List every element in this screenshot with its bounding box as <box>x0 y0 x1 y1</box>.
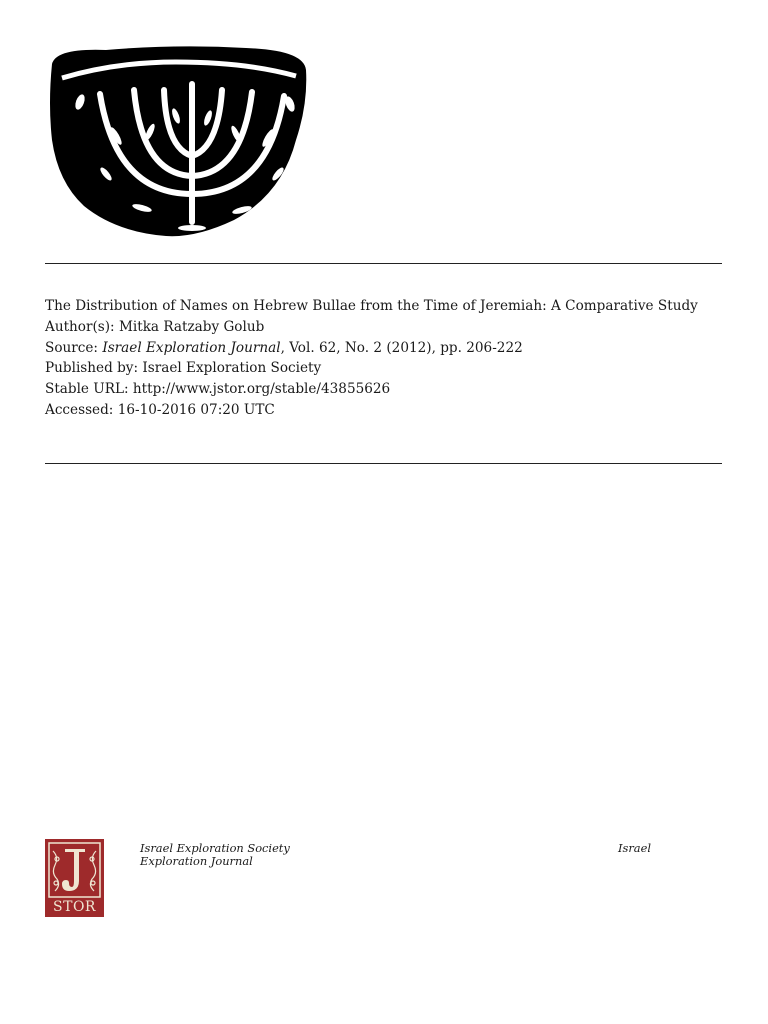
stable-url-label: Stable URL: <box>45 381 129 398</box>
stable-url-line <box>45 379 725 400</box>
authors-label: Author(s): <box>45 318 115 335</box>
source-label: Source: <box>45 339 98 356</box>
journal-logo-menorah-seal-icon <box>46 44 308 238</box>
footer-left-line1: Israel Exploration Society <box>140 841 290 855</box>
article-title: The Distribution of Names on Hebrew Bullae from the Time of Jeremiah: A Comparative Study <box>45 298 698 314</box>
authors-value: Mitka Ratzaby Golub <box>118 318 265 335</box>
footer-left-text <box>140 842 340 869</box>
footer-right-text: Israel <box>618 841 651 855</box>
top-divider <box>45 263 722 264</box>
bottom-divider <box>45 463 722 464</box>
article-metadata <box>45 296 725 421</box>
source-details: , Vol. 62, No. 2 (2012), pp. 206-222 <box>280 339 523 356</box>
jstor-wordmark: STOR <box>53 899 96 915</box>
authors-line <box>45 317 725 338</box>
accessed-value: 16-10-2016 07:20 UTC <box>117 401 275 418</box>
source-line <box>45 338 725 359</box>
publisher-value: Israel Exploration Society <box>142 360 322 377</box>
accessed-label: Accessed: <box>45 401 114 418</box>
publisher-label: Published by: <box>45 360 139 377</box>
accessed-line <box>45 400 725 421</box>
footer-left-line2: Exploration Journal <box>140 854 253 869</box>
stable-url-link[interactable]: http://www.jstor.org/stable/43855626 <box>132 381 391 398</box>
publisher-line <box>45 358 725 379</box>
source-journal: Israel Exploration Journal <box>102 339 281 356</box>
